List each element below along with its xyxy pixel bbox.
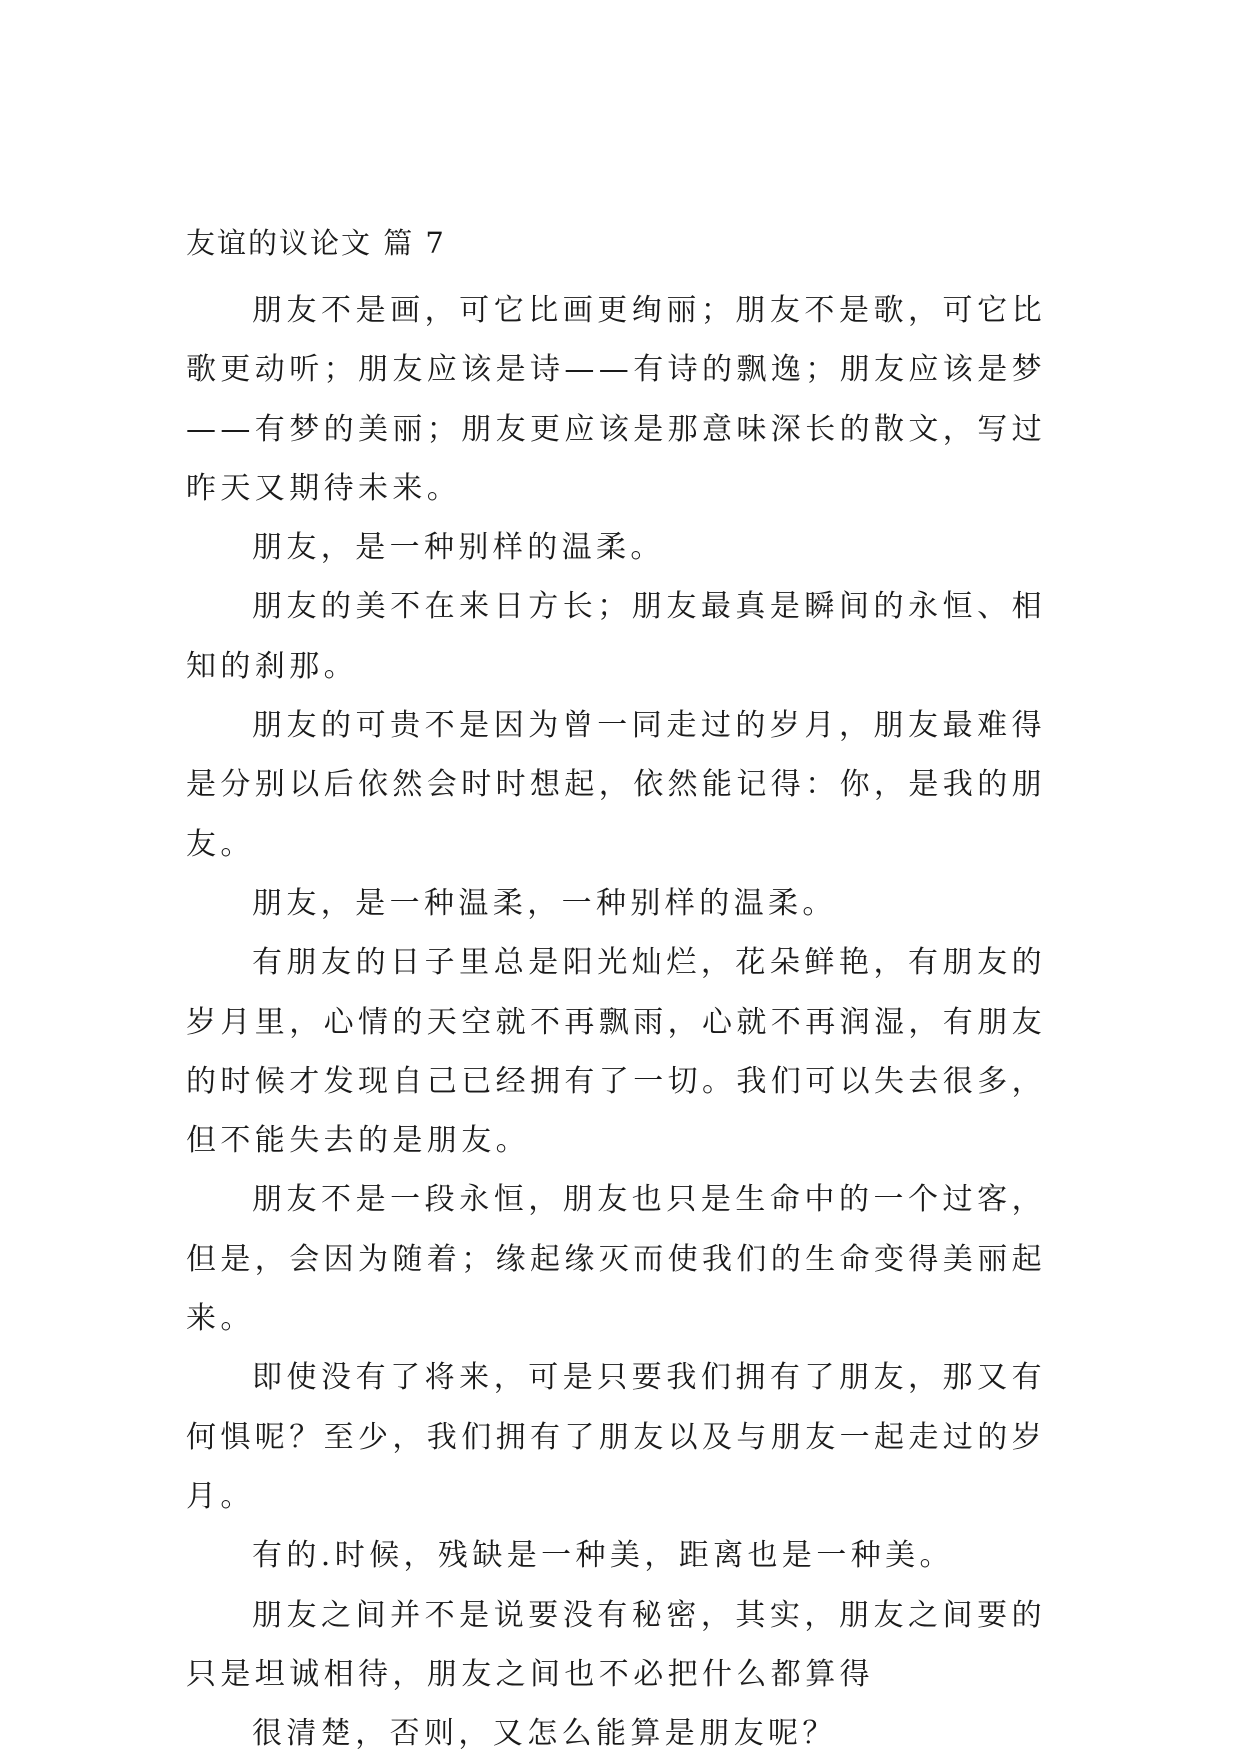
paragraph-6: 有朋友的日子里总是阳光灿烂，花朵鲜艳，有朋友的岁月里，心情的天空就不再飘雨，心就不再润湿，有朋友的时候才发现自己已经拥有了一切。我们可以失去很多，但不能失去的是朋友。 bbox=[186, 945, 1046, 1159]
paragraph-9: 有的.时候，残缺是一种美，距离也是一种美。 bbox=[252, 1538, 954, 1574]
paragraph-2: 朋友，是一种别样的温柔。 bbox=[252, 530, 665, 566]
paragraph-1: 朋友不是画，可它比画更绚丽；朋友不是歌，可它比歌更动听；朋友应该是诗——有诗的飘逸；朋友应该是梦——有梦的美丽；朋友更应该是那意味深长的散文，写过昨天又期待未来。 bbox=[186, 293, 1046, 506]
document-title: 友谊的议论文 篇 7 bbox=[186, 226, 446, 260]
paragraph-7: 朋友不是一段永恒，朋友也只是生命中的一个过客，但是，会因为随着；缘起缘灭而使我们的生命变得美丽起来。 bbox=[186, 1182, 1046, 1337]
paragraph-10: 朋友之间并不是说要没有秘密，其实，朋友之间要的只是坦诚相待，朋友之间也不必把什么都算得 bbox=[186, 1597, 1046, 1692]
paragraph-3: 朋友的美不在来日方长；朋友最真是瞬间的永恒、相知的刹那。 bbox=[186, 589, 1046, 684]
paragraph-4: 朋友的可贵不是因为曾一同走过的岁月，朋友最难得是分别以后依然会时时想起，依然能记得：你，是我的朋友。 bbox=[186, 708, 1046, 862]
document-body bbox=[186, 223, 1046, 1763]
paragraph-11: 很清楚，否则，又怎么能算是朋友呢？ bbox=[252, 1716, 837, 1752]
paragraph-5: 朋友，是一种温柔，一种别样的温柔。 bbox=[252, 885, 837, 921]
paragraph-8: 即使没有了将来，可是只要我们拥有了朋友，那又有何惧呢？至少，我们拥有了朋友以及与朋友一起走过的岁月。 bbox=[186, 1360, 1046, 1514]
